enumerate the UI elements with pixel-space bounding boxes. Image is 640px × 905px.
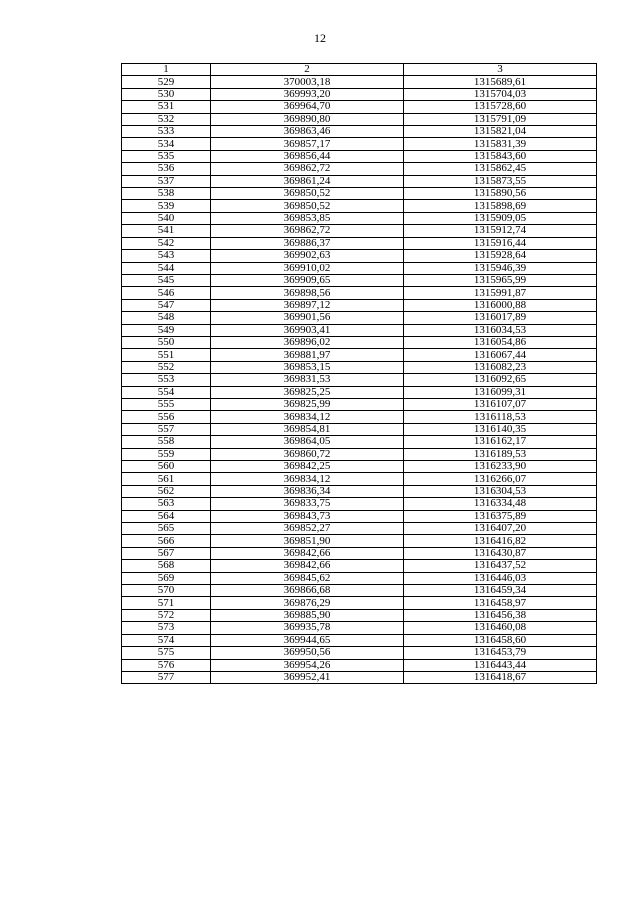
y-coordinate-cell: 1315728,60 [404,101,597,113]
y-coordinate-cell: 1315843,60 [404,150,597,162]
y-coordinate-cell: 1316418,67 [404,671,597,683]
point-number-cell: 568 [122,560,211,572]
table-row [122,585,597,597]
y-coordinate-cell: 1316437,52 [404,560,597,572]
point-number-cell: 561 [122,473,211,485]
table-row [122,423,597,435]
point-number-cell: 577 [122,671,211,683]
y-coordinate-cell: 1316092,65 [404,374,597,386]
y-coordinate-cell: 1315689,61 [404,76,597,88]
point-number-cell: 559 [122,448,211,460]
y-coordinate-cell: 1316233,90 [404,461,597,473]
point-number-cell: 555 [122,398,211,410]
y-coordinate-cell: 1315791,09 [404,113,597,125]
x-coordinate-cell: 369833,75 [211,498,404,510]
x-coordinate-cell: 369850,52 [211,188,404,200]
point-number-cell: 542 [122,237,211,249]
x-coordinate-cell: 369993,20 [211,88,404,100]
y-coordinate-cell: 1316017,89 [404,312,597,324]
point-number-cell: 560 [122,461,211,473]
x-coordinate-cell: 369910,02 [211,262,404,274]
table-row [122,76,597,88]
table-row [122,659,597,671]
table-row [122,250,597,262]
x-coordinate-cell: 369836,34 [211,485,404,497]
header-cell-y-coordinate: 3 [404,64,597,76]
point-number-cell: 549 [122,324,211,336]
x-coordinate-cell: 369886,37 [211,237,404,249]
x-coordinate-cell: 370003,18 [211,76,404,88]
y-coordinate-cell: 1316304,53 [404,485,597,497]
point-number-cell: 529 [122,76,211,88]
point-number-cell: 531 [122,101,211,113]
table-row [122,622,597,634]
point-number-cell: 540 [122,212,211,224]
table-row [122,126,597,138]
point-number-cell: 552 [122,361,211,373]
y-coordinate-cell: 1316118,53 [404,411,597,423]
table-row [122,411,597,423]
y-coordinate-cell: 1315965,99 [404,274,597,286]
header-row [122,64,597,76]
y-coordinate-cell: 1315912,74 [404,225,597,237]
point-number-cell: 537 [122,175,211,187]
y-coordinate-cell: 1316034,53 [404,324,597,336]
y-coordinate-cell: 1316460,08 [404,622,597,634]
point-number-cell: 535 [122,150,211,162]
x-coordinate-cell: 369909,65 [211,274,404,286]
y-coordinate-cell: 1316407,20 [404,523,597,535]
table-row [122,609,597,621]
x-coordinate-cell: 369857,17 [211,138,404,150]
header-cell-x-coordinate: 2 [211,64,404,76]
table-row [122,163,597,175]
page-number: 12 [314,31,326,45]
point-number-cell: 556 [122,411,211,423]
x-coordinate-cell: 369856,44 [211,150,404,162]
x-coordinate-cell: 369950,56 [211,647,404,659]
table-row [122,572,597,584]
y-coordinate-cell: 1316082,23 [404,361,597,373]
x-coordinate-cell: 369896,02 [211,336,404,348]
x-coordinate-cell: 369935,78 [211,622,404,634]
table-row [122,671,597,683]
x-coordinate-cell: 369885,90 [211,609,404,621]
y-coordinate-cell: 1316375,89 [404,510,597,522]
table-row [122,461,597,473]
y-coordinate-cell: 1316099,31 [404,386,597,398]
table-row [122,349,597,361]
y-coordinate-cell: 1316430,87 [404,547,597,559]
x-coordinate-cell: 369881,97 [211,349,404,361]
x-coordinate-cell: 369862,72 [211,225,404,237]
y-coordinate-cell: 1315916,44 [404,237,597,249]
x-coordinate-cell: 369851,90 [211,535,404,547]
x-coordinate-cell: 369825,25 [211,386,404,398]
point-number-cell: 566 [122,535,211,547]
point-number-cell: 536 [122,163,211,175]
y-coordinate-cell: 1315704,03 [404,88,597,100]
point-number-cell: 573 [122,622,211,634]
y-coordinate-cell: 1316000,88 [404,299,597,311]
point-number-cell: 570 [122,585,211,597]
point-number-cell: 553 [122,374,211,386]
point-number-cell: 558 [122,436,211,448]
x-coordinate-cell: 369902,63 [211,250,404,262]
x-coordinate-cell: 369842,66 [211,560,404,572]
table-row [122,361,597,373]
y-coordinate-cell: 1316456,38 [404,609,597,621]
table-row [122,336,597,348]
table-row [122,324,597,336]
table-row [122,510,597,522]
table-row [122,200,597,212]
x-coordinate-cell: 369842,25 [211,461,404,473]
x-coordinate-cell: 369825,99 [211,398,404,410]
point-number-cell: 550 [122,336,211,348]
x-coordinate-cell: 369845,62 [211,572,404,584]
x-coordinate-cell: 369944,65 [211,634,404,646]
x-coordinate-cell: 369854,81 [211,423,404,435]
x-coordinate-cell: 369853,85 [211,212,404,224]
table-row [122,88,597,100]
x-coordinate-cell: 369850,52 [211,200,404,212]
table-row [122,150,597,162]
y-coordinate-cell: 1315890,56 [404,188,597,200]
point-number-cell: 557 [122,423,211,435]
table-row [122,448,597,460]
y-coordinate-cell: 1315991,87 [404,287,597,299]
x-coordinate-cell: 369834,12 [211,411,404,423]
y-coordinate-cell: 1315821,04 [404,126,597,138]
point-number-cell: 551 [122,349,211,361]
x-coordinate-cell: 369834,12 [211,473,404,485]
point-number-cell: 565 [122,523,211,535]
table-row [122,299,597,311]
table-row [122,498,597,510]
point-number-cell: 532 [122,113,211,125]
point-number-cell: 575 [122,647,211,659]
point-number-cell: 544 [122,262,211,274]
table-row [122,647,597,659]
x-coordinate-cell: 369954,26 [211,659,404,671]
table-row [122,436,597,448]
x-coordinate-cell: 369863,46 [211,126,404,138]
table-row [122,101,597,113]
table-row [122,274,597,286]
y-coordinate-cell: 1316266,07 [404,473,597,485]
table-row [122,113,597,125]
point-number-cell: 530 [122,88,211,100]
table-row [122,237,597,249]
table-row [122,312,597,324]
y-coordinate-cell: 1316453,79 [404,647,597,659]
point-number-cell: 554 [122,386,211,398]
table-row [122,138,597,150]
y-coordinate-cell: 1316189,53 [404,448,597,460]
y-coordinate-cell: 1316162,17 [404,436,597,448]
table-row [122,535,597,547]
point-number-cell: 564 [122,510,211,522]
point-number-cell: 543 [122,250,211,262]
table-row [122,287,597,299]
x-coordinate-cell: 369898,56 [211,287,404,299]
table-row [122,560,597,572]
x-coordinate-cell: 369831,53 [211,374,404,386]
point-number-cell: 541 [122,225,211,237]
point-number-cell: 562 [122,485,211,497]
point-number-cell: 533 [122,126,211,138]
y-coordinate-cell: 1315946,39 [404,262,597,274]
y-coordinate-cell: 1316054,86 [404,336,597,348]
point-number-cell: 576 [122,659,211,671]
header-cell-point-number: 1 [122,64,211,76]
point-number-cell: 539 [122,200,211,212]
table-row [122,262,597,274]
y-coordinate-cell: 1315873,55 [404,175,597,187]
y-coordinate-cell: 1316416,82 [404,535,597,547]
y-coordinate-cell: 1316443,44 [404,659,597,671]
point-number-cell: 572 [122,609,211,621]
y-coordinate-cell: 1316334,48 [404,498,597,510]
point-number-cell: 548 [122,312,211,324]
x-coordinate-cell: 369897,12 [211,299,404,311]
x-coordinate-cell: 369866,68 [211,585,404,597]
x-coordinate-cell: 369860,72 [211,448,404,460]
x-coordinate-cell: 369903,41 [211,324,404,336]
y-coordinate-cell: 1316067,44 [404,349,597,361]
x-coordinate-cell: 369852,27 [211,523,404,535]
x-coordinate-cell: 369861,24 [211,175,404,187]
y-coordinate-cell: 1315898,69 [404,200,597,212]
table-row [122,473,597,485]
y-coordinate-cell: 1315909,05 [404,212,597,224]
y-coordinate-cell: 1315862,45 [404,163,597,175]
y-coordinate-cell: 1316458,97 [404,597,597,609]
x-coordinate-cell: 369952,41 [211,671,404,683]
x-coordinate-cell: 369864,05 [211,436,404,448]
y-coordinate-cell: 1315928,64 [404,250,597,262]
point-number-cell: 534 [122,138,211,150]
x-coordinate-cell: 369853,15 [211,361,404,373]
point-number-cell: 571 [122,597,211,609]
table-header [122,64,597,76]
y-coordinate-cell: 1316107,07 [404,398,597,410]
table-row [122,212,597,224]
table-row [122,225,597,237]
table-row [122,485,597,497]
table-row [122,398,597,410]
table-body [122,76,597,684]
table-row [122,386,597,398]
x-coordinate-cell: 369876,29 [211,597,404,609]
point-number-cell: 567 [122,547,211,559]
point-number-cell: 545 [122,274,211,286]
table-row [122,188,597,200]
x-coordinate-cell: 369890,80 [211,113,404,125]
x-coordinate-cell: 369901,56 [211,312,404,324]
x-coordinate-cell: 369842,66 [211,547,404,559]
point-number-cell: 574 [122,634,211,646]
point-number-cell: 547 [122,299,211,311]
table-row [122,175,597,187]
y-coordinate-cell: 1316140,35 [404,423,597,435]
point-number-cell: 563 [122,498,211,510]
table-row [122,374,597,386]
point-number-cell: 569 [122,572,211,584]
y-coordinate-cell: 1315831,39 [404,138,597,150]
x-coordinate-cell: 369964,70 [211,101,404,113]
y-coordinate-cell: 1316459,34 [404,585,597,597]
table-row [122,523,597,535]
x-coordinate-cell: 369862,72 [211,163,404,175]
coordinates-table [121,63,597,684]
table-row [122,547,597,559]
table-row [122,634,597,646]
y-coordinate-cell: 1316458,60 [404,634,597,646]
point-number-cell: 538 [122,188,211,200]
point-number-cell: 546 [122,287,211,299]
y-coordinate-cell: 1316446,03 [404,572,597,584]
table-row [122,597,597,609]
x-coordinate-cell: 369843,73 [211,510,404,522]
